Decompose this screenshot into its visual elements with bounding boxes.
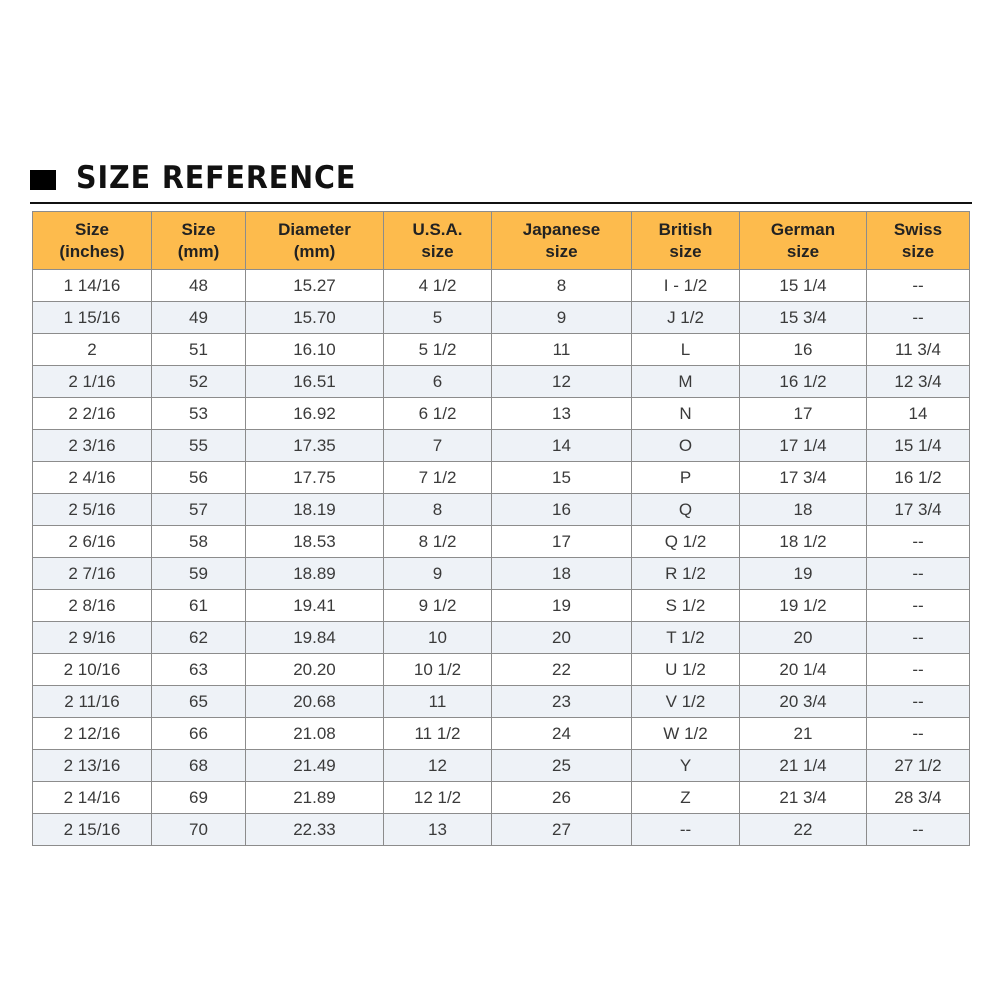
table-cell-diameter-mm: 19.41 (246, 590, 384, 622)
table-cell-size-mm: 63 (152, 654, 246, 686)
table-row (33, 526, 970, 558)
table-row (33, 814, 970, 846)
table-cell-british-size: M (632, 366, 740, 398)
table-cell-british-size: O (632, 430, 740, 462)
table-cell-german-size: 16 1/2 (740, 366, 867, 398)
table-cell-diameter-mm: 18.89 (246, 558, 384, 590)
table-cell-swiss-size: -- (867, 686, 970, 718)
table-cell-size-mm: 51 (152, 334, 246, 366)
table-cell-diameter-mm: 19.84 (246, 622, 384, 654)
table-cell-usa-size: 8 1/2 (384, 526, 492, 558)
table-cell-size-mm: 56 (152, 462, 246, 494)
table-cell-usa-size: 9 1/2 (384, 590, 492, 622)
table-cell-size-mm: 66 (152, 718, 246, 750)
table-cell-size-inches: 2 2/16 (33, 398, 152, 430)
table-row (33, 430, 970, 462)
table-cell-british-size: J 1/2 (632, 302, 740, 334)
table-cell-japanese-size: 11 (492, 334, 632, 366)
table-cell-swiss-size: 14 (867, 398, 970, 430)
table-cell-japanese-size: 18 (492, 558, 632, 590)
table-cell-size-inches: 2 5/16 (33, 494, 152, 526)
table-cell-usa-size: 7 1/2 (384, 462, 492, 494)
table-cell-german-size: 20 (740, 622, 867, 654)
table-cell-japanese-size: 25 (492, 750, 632, 782)
table-cell-size-mm: 55 (152, 430, 246, 462)
table-cell-swiss-size: 15 1/4 (867, 430, 970, 462)
table-cell-swiss-size: -- (867, 718, 970, 750)
table-cell-size-inches: 2 9/16 (33, 622, 152, 654)
table-row (33, 494, 970, 526)
table-cell-british-size: P (632, 462, 740, 494)
table-row (33, 398, 970, 430)
table-cell-british-size: V 1/2 (632, 686, 740, 718)
title-bar (30, 158, 972, 204)
table-cell-swiss-size: 17 3/4 (867, 494, 970, 526)
table-cell-size-inches: 2 8/16 (33, 590, 152, 622)
table-row (33, 750, 970, 782)
table-cell-british-size: T 1/2 (632, 622, 740, 654)
table-cell-diameter-mm: 16.51 (246, 366, 384, 398)
table-cell-size-inches: 2 6/16 (33, 526, 152, 558)
table-cell-german-size: 18 (740, 494, 867, 526)
table-row (33, 558, 970, 590)
size-reference-table (32, 211, 970, 846)
table-cell-japanese-size: 19 (492, 590, 632, 622)
table-cell-size-inches: 2 12/16 (33, 718, 152, 750)
column-header-size-inches: Size (inches) (33, 212, 152, 270)
table-cell-british-size: Q 1/2 (632, 526, 740, 558)
table-cell-german-size: 17 3/4 (740, 462, 867, 494)
table-cell-british-size: L (632, 334, 740, 366)
table-cell-diameter-mm: 18.19 (246, 494, 384, 526)
table-cell-size-mm: 69 (152, 782, 246, 814)
table-cell-usa-size: 6 (384, 366, 492, 398)
table-cell-german-size: 20 1/4 (740, 654, 867, 686)
table-cell-japanese-size: 24 (492, 718, 632, 750)
table-cell-swiss-size: -- (867, 526, 970, 558)
table-cell-british-size: -- (632, 814, 740, 846)
table-cell-swiss-size: 11 3/4 (867, 334, 970, 366)
table-cell-size-inches: 2 3/16 (33, 430, 152, 462)
table-row (33, 334, 970, 366)
table-cell-british-size: W 1/2 (632, 718, 740, 750)
table-cell-british-size: Y (632, 750, 740, 782)
table-cell-diameter-mm: 16.92 (246, 398, 384, 430)
table-cell-british-size: S 1/2 (632, 590, 740, 622)
table-cell-japanese-size: 13 (492, 398, 632, 430)
column-header-size-mm: Size (mm) (152, 212, 246, 270)
table-cell-japanese-size: 16 (492, 494, 632, 526)
table-cell-german-size: 21 (740, 718, 867, 750)
table-cell-usa-size: 9 (384, 558, 492, 590)
column-header-usa-size: U.S.A. size (384, 212, 492, 270)
table-cell-swiss-size: -- (867, 622, 970, 654)
table-cell-diameter-mm: 18.53 (246, 526, 384, 558)
table-cell-german-size: 17 (740, 398, 867, 430)
table-cell-japanese-size: 8 (492, 270, 632, 302)
table-cell-usa-size: 4 1/2 (384, 270, 492, 302)
table-cell-british-size: U 1/2 (632, 654, 740, 686)
table-cell-diameter-mm: 15.70 (246, 302, 384, 334)
table-cell-size-mm: 48 (152, 270, 246, 302)
table-cell-size-inches: 2 11/16 (33, 686, 152, 718)
table-cell-swiss-size: 28 3/4 (867, 782, 970, 814)
table-cell-german-size: 17 1/4 (740, 430, 867, 462)
table-cell-size-mm: 65 (152, 686, 246, 718)
table-cell-british-size: N (632, 398, 740, 430)
column-header-german-size: German size (740, 212, 867, 270)
table-cell-british-size: Q (632, 494, 740, 526)
table-cell-usa-size: 5 (384, 302, 492, 334)
table-cell-size-inches: 2 15/16 (33, 814, 152, 846)
table-cell-japanese-size: 14 (492, 430, 632, 462)
table-cell-japanese-size: 9 (492, 302, 632, 334)
table-cell-japanese-size: 12 (492, 366, 632, 398)
table-cell-size-inches: 2 14/16 (33, 782, 152, 814)
table-cell-size-mm: 61 (152, 590, 246, 622)
table-cell-size-mm: 49 (152, 302, 246, 334)
table-cell-german-size: 19 1/2 (740, 590, 867, 622)
table-cell-german-size: 21 3/4 (740, 782, 867, 814)
table-cell-swiss-size: 16 1/2 (867, 462, 970, 494)
table-cell-swiss-size: 27 1/2 (867, 750, 970, 782)
table-row (33, 782, 970, 814)
table-cell-japanese-size: 20 (492, 622, 632, 654)
table-cell-usa-size: 5 1/2 (384, 334, 492, 366)
table-cell-swiss-size: -- (867, 302, 970, 334)
table-cell-usa-size: 13 (384, 814, 492, 846)
table-cell-german-size: 21 1/4 (740, 750, 867, 782)
table-cell-japanese-size: 27 (492, 814, 632, 846)
table-row (33, 366, 970, 398)
table-row (33, 270, 970, 302)
table-cell-usa-size: 12 1/2 (384, 782, 492, 814)
table-cell-diameter-mm: 17.35 (246, 430, 384, 462)
table-cell-diameter-mm: 20.68 (246, 686, 384, 718)
table-cell-diameter-mm: 21.08 (246, 718, 384, 750)
table-cell-diameter-mm: 21.49 (246, 750, 384, 782)
table-cell-size-mm: 53 (152, 398, 246, 430)
table-body (33, 270, 970, 846)
title-square-icon (30, 170, 56, 190)
table-cell-usa-size: 10 1/2 (384, 654, 492, 686)
table-cell-usa-size: 10 (384, 622, 492, 654)
table-cell-japanese-size: 22 (492, 654, 632, 686)
column-header-british-size: British size (632, 212, 740, 270)
table-cell-size-inches: 2 4/16 (33, 462, 152, 494)
table-cell-british-size: Z (632, 782, 740, 814)
table-cell-size-inches: 2 (33, 334, 152, 366)
table-cell-diameter-mm: 22.33 (246, 814, 384, 846)
table-cell-japanese-size: 17 (492, 526, 632, 558)
table-cell-diameter-mm: 15.27 (246, 270, 384, 302)
table-cell-diameter-mm: 21.89 (246, 782, 384, 814)
table-row (33, 622, 970, 654)
table-cell-size-inches: 2 10/16 (33, 654, 152, 686)
table-cell-size-inches: 2 1/16 (33, 366, 152, 398)
table-cell-usa-size: 7 (384, 430, 492, 462)
table-cell-diameter-mm: 20.20 (246, 654, 384, 686)
table-cell-german-size: 15 3/4 (740, 302, 867, 334)
table-cell-size-mm: 57 (152, 494, 246, 526)
table-cell-swiss-size: -- (867, 590, 970, 622)
table-cell-diameter-mm: 16.10 (246, 334, 384, 366)
table-cell-german-size: 16 (740, 334, 867, 366)
table-cell-german-size: 20 3/4 (740, 686, 867, 718)
table-header-row (33, 212, 970, 270)
table-cell-usa-size: 6 1/2 (384, 398, 492, 430)
table-cell-usa-size: 12 (384, 750, 492, 782)
table-cell-swiss-size: -- (867, 558, 970, 590)
table-cell-japanese-size: 26 (492, 782, 632, 814)
table-cell-japanese-size: 23 (492, 686, 632, 718)
table-cell-size-inches: 2 13/16 (33, 750, 152, 782)
column-header-swiss-size: Swiss size (867, 212, 970, 270)
table-cell-size-inches: 1 14/16 (33, 270, 152, 302)
table-cell-swiss-size: -- (867, 270, 970, 302)
table-cell-japanese-size: 15 (492, 462, 632, 494)
table-cell-german-size: 15 1/4 (740, 270, 867, 302)
table-cell-size-mm: 52 (152, 366, 246, 398)
table-cell-british-size: R 1/2 (632, 558, 740, 590)
table-row (33, 686, 970, 718)
table-cell-british-size: I - 1/2 (632, 270, 740, 302)
table-cell-german-size: 22 (740, 814, 867, 846)
table-cell-swiss-size: -- (867, 654, 970, 686)
table-cell-usa-size: 11 1/2 (384, 718, 492, 750)
table-cell-size-inches: 1 15/16 (33, 302, 152, 334)
table-cell-swiss-size: -- (867, 814, 970, 846)
table-cell-size-mm: 62 (152, 622, 246, 654)
table-row (33, 590, 970, 622)
table-cell-diameter-mm: 17.75 (246, 462, 384, 494)
table-cell-german-size: 19 (740, 558, 867, 590)
table-cell-size-mm: 68 (152, 750, 246, 782)
table-row (33, 302, 970, 334)
table-row (33, 654, 970, 686)
table-row (33, 718, 970, 750)
column-header-diameter-mm: Diameter (mm) (246, 212, 384, 270)
column-header-japanese-size: Japanese size (492, 212, 632, 270)
table-cell-size-mm: 70 (152, 814, 246, 846)
table-cell-size-mm: 58 (152, 526, 246, 558)
table-cell-size-mm: 59 (152, 558, 246, 590)
table-cell-usa-size: 8 (384, 494, 492, 526)
table-cell-german-size: 18 1/2 (740, 526, 867, 558)
table-row (33, 462, 970, 494)
table-cell-swiss-size: 12 3/4 (867, 366, 970, 398)
table-cell-usa-size: 11 (384, 686, 492, 718)
page-title: SIZE REFERENCE (76, 160, 357, 196)
table-cell-size-inches: 2 7/16 (33, 558, 152, 590)
title-divider (30, 202, 972, 204)
